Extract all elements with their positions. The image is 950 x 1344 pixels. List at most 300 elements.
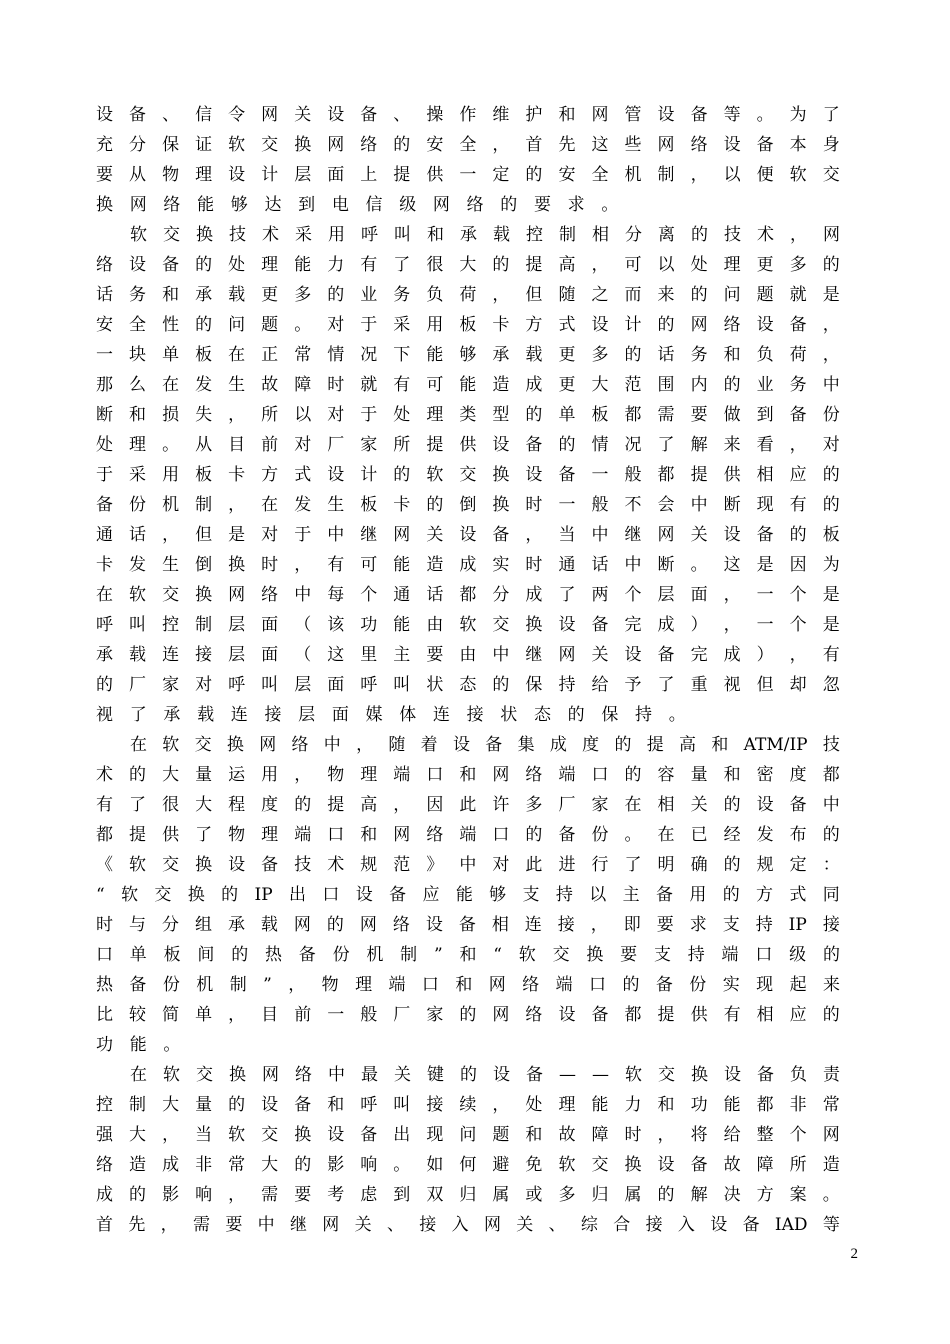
text-glyph: 理 (723, 255, 741, 275)
text-glyph: 成 (723, 645, 741, 665)
text-glyph: 的 (624, 765, 642, 785)
text-glyph: 接 (466, 705, 484, 725)
text-glyph: 交 (162, 585, 180, 605)
text-glyph: 在 (96, 585, 113, 605)
text-glyph: 和 (558, 105, 576, 125)
text-glyph: 叫 (261, 675, 279, 695)
text-glyph: 了 (558, 585, 576, 605)
text-glyph: 载 (197, 705, 215, 725)
text-glyph: 时 (525, 495, 543, 515)
text-glyph: 需 (192, 1215, 210, 1235)
text-glyph: 视 (96, 705, 113, 725)
text-glyph: 综 (580, 1215, 598, 1235)
text-glyph: 题 (261, 315, 279, 335)
text-glyph: 口 (755, 945, 773, 965)
text-line (96, 610, 840, 640)
text-glyph: 继 (360, 525, 378, 545)
text-glyph: 求 (567, 195, 585, 215)
text-glyph: 通 (96, 525, 113, 545)
text-glyph: 度 (582, 735, 600, 755)
text-glyph: 。 (690, 555, 708, 575)
text-glyph: 板 (163, 945, 181, 965)
text-glyph: 完 (624, 615, 642, 635)
text-glyph: 板 (195, 465, 213, 485)
text-glyph: 每 (327, 585, 345, 605)
text-line (96, 820, 840, 850)
text-glyph: 一 (756, 585, 774, 605)
text-glyph: 的 (459, 1005, 477, 1025)
text-glyph: 设 (261, 1095, 279, 1115)
text-glyph: 备 (389, 885, 407, 905)
text-glyph: 般 (360, 1005, 378, 1025)
text-line (96, 190, 840, 220)
text-glyph: 负 (426, 285, 444, 305)
text-glyph: ， (162, 525, 180, 545)
text-glyph: 换 (624, 1155, 642, 1175)
text-glyph: 叫 (393, 1095, 411, 1115)
text-glyph: 要 (426, 645, 444, 665)
text-glyph: 都 (624, 1005, 642, 1025)
text-glyph: 由 (426, 615, 444, 635)
text-glyph: 采 (393, 315, 411, 335)
text-glyph: 提 (393, 165, 411, 185)
text-glyph: 级 (789, 945, 807, 965)
text-glyph: 以 (657, 255, 675, 275)
text-glyph: 提 (657, 1005, 675, 1025)
text-glyph: 术 (757, 225, 774, 245)
text-glyph: 和 (711, 735, 729, 755)
text-glyph: 层 (294, 675, 312, 695)
text-glyph: 双 (426, 1185, 444, 1205)
text-glyph: 发 (294, 495, 312, 515)
text-glyph: 络 (690, 135, 708, 155)
text-glyph: 了 (393, 255, 411, 275)
text-glyph: 这 (591, 135, 609, 155)
text-glyph: 相 (592, 225, 609, 245)
text-glyph: 络 (522, 975, 540, 995)
text-glyph: 造 (492, 375, 510, 395)
text-glyph: 成 (459, 555, 477, 575)
text-glyph: 对 (327, 405, 345, 425)
text-glyph: 备 (757, 1065, 774, 1085)
text-glyph: 的 (822, 255, 840, 275)
text-glyph: 于 (96, 465, 113, 485)
text-glyph: 当 (195, 1125, 213, 1145)
text-glyph: 面 (331, 705, 349, 725)
text-glyph: 这 (327, 645, 345, 665)
text-glyph: 厂 (129, 675, 147, 695)
text-glyph: 入 (677, 1215, 695, 1235)
text-glyph: 载 (129, 645, 147, 665)
text-glyph: 能 (294, 255, 312, 275)
text-glyph: 在 (130, 1065, 147, 1085)
text-glyph: 通 (393, 585, 411, 605)
text-glyph: 制 (559, 225, 576, 245)
text-line (96, 310, 840, 340)
text-glyph: 软 (228, 1125, 246, 1145)
text-glyph: 话 (657, 345, 675, 365)
text-glyph: — (592, 1065, 609, 1085)
text-glyph: 内 (690, 375, 708, 395)
text-glyph: 家 (591, 795, 609, 815)
text-glyph: 叫 (129, 615, 147, 635)
text-glyph: 、 (162, 105, 180, 125)
text-glyph: 设 (492, 435, 510, 455)
text-glyph: 经 (723, 825, 741, 845)
text-glyph: 制 (195, 615, 213, 635)
text-glyph: 成 (525, 375, 543, 395)
text-glyph: 支 (653, 945, 671, 965)
text-glyph: 设 (129, 255, 147, 275)
text-glyph: 的 (622, 975, 640, 995)
text-glyph: 的 (691, 225, 708, 245)
text-glyph: 网 (293, 915, 311, 935)
text-glyph: 换 (96, 195, 113, 215)
text-glyph: 负 (790, 1065, 807, 1085)
text-glyph: 备 (458, 915, 476, 935)
text-glyph: 。 (668, 705, 686, 725)
text-glyph: 设 (96, 105, 113, 125)
text-glyph: ， (356, 735, 374, 755)
text-glyph: 出 (289, 885, 307, 905)
text-glyph: 供 (459, 435, 477, 455)
text-glyph: 考 (327, 1185, 345, 1205)
text-glyph: 供 (426, 165, 444, 185)
text-glyph: — (559, 1065, 576, 1085)
text-glyph: 主 (393, 645, 411, 665)
text-glyph: 现 (756, 975, 774, 995)
text-glyph: 会 (657, 495, 675, 515)
text-glyph: 要 (294, 1185, 312, 1205)
text-glyph: 目 (261, 1005, 279, 1025)
text-glyph: 板 (822, 525, 840, 545)
text-glyph: 设 (493, 1065, 510, 1085)
text-glyph: 份 (591, 825, 609, 845)
text-glyph: 是 (228, 525, 246, 545)
text-glyph: 供 (162, 825, 180, 845)
text-glyph: 换 (195, 855, 213, 875)
text-glyph: 交 (658, 1065, 675, 1085)
text-glyph: 围 (657, 375, 675, 395)
text-glyph: 换 (187, 885, 205, 905)
text-glyph: 大 (591, 375, 609, 395)
text-glyph: 备 (492, 525, 510, 545)
text-glyph: 话 (129, 525, 147, 545)
text-glyph: 予 (624, 675, 642, 695)
text-glyph: 持 (555, 885, 573, 905)
text-glyph: 络 (723, 315, 741, 335)
text-glyph: 软 (163, 1065, 180, 1085)
text-glyph: 很 (162, 795, 180, 815)
text-glyph: 下 (393, 345, 411, 365)
text-glyph: 的 (789, 525, 807, 545)
text-glyph: 荷 (459, 285, 477, 305)
text-glyph: 口 (492, 825, 510, 845)
text-glyph: 管 (624, 105, 642, 125)
text-glyph: 都 (756, 1095, 774, 1115)
text-glyph: 备 (162, 255, 180, 275)
text-glyph: 重 (690, 675, 708, 695)
text-glyph: 就 (789, 285, 807, 305)
text-glyph: 有 (723, 1005, 741, 1025)
text-glyph: ， (723, 585, 741, 605)
text-glyph: ， (723, 615, 741, 635)
text-glyph: 网 (822, 1125, 840, 1145)
text-glyph: 业 (360, 285, 378, 305)
text-glyph: 网 (393, 825, 411, 845)
text-glyph: 进 (558, 855, 576, 875)
text-glyph: 断 (96, 405, 113, 425)
text-glyph: 备 (756, 135, 774, 155)
text-glyph: 到 (298, 195, 316, 215)
text-glyph: 但 (195, 525, 213, 545)
text-glyph: 一 (558, 495, 576, 515)
text-glyph: 状 (500, 705, 518, 725)
text-glyph: 前 (294, 1005, 312, 1025)
text-glyph: 已 (690, 825, 708, 845)
text-glyph: 范 (393, 855, 411, 875)
text-glyph: 解 (690, 1185, 708, 1205)
text-line (96, 1180, 840, 1210)
text-glyph: 和 (129, 405, 147, 425)
text-glyph: 交 (196, 1065, 213, 1085)
text-glyph: 网 (558, 645, 576, 665)
text-glyph: 造 (129, 1155, 147, 1175)
text-glyph: 些 (624, 135, 642, 155)
text-line (96, 490, 840, 520)
text-glyph: 相 (756, 1005, 774, 1025)
text-glyph: ， (228, 1005, 246, 1025)
text-glyph: 着 (420, 735, 438, 755)
text-glyph: 面 (261, 615, 279, 635)
text-glyph: 免 (525, 1155, 543, 1175)
text-glyph: 障 (756, 1155, 774, 1175)
text-glyph: 完 (690, 645, 708, 665)
text-glyph: 同 (822, 885, 840, 905)
text-glyph: 在 (657, 825, 675, 845)
text-glyph: ATM/IP (743, 735, 808, 755)
text-glyph: 案 (789, 1185, 807, 1205)
text-glyph: 响 (360, 1155, 378, 1175)
text-glyph: 从 (129, 165, 147, 185)
text-glyph: 网 (327, 135, 345, 155)
text-line (96, 250, 840, 280)
text-glyph: 的 (492, 255, 510, 275)
text-glyph: 网 (322, 1215, 340, 1235)
text-glyph: 对 (492, 855, 510, 875)
text-glyph: 题 (492, 1125, 510, 1145)
text-glyph: 况 (360, 345, 378, 365)
text-glyph: 》 (426, 855, 444, 875)
text-glyph: 和 (455, 975, 473, 995)
text-glyph: 口 (96, 945, 113, 965)
text-glyph: 有 (822, 645, 840, 665)
text-glyph: 损 (162, 405, 180, 425)
text-glyph: 一 (591, 465, 609, 485)
text-glyph: 前 (261, 435, 279, 455)
text-glyph: 全 (129, 315, 147, 335)
text-glyph: 备 (485, 735, 503, 755)
text-glyph: 时 (96, 915, 113, 935)
text-glyph: 备 (789, 405, 807, 425)
text-glyph: 这 (723, 555, 741, 575)
text-glyph: 制 (400, 945, 418, 965)
text-glyph: 都 (657, 465, 675, 485)
text-line (96, 370, 840, 400)
text-glyph: 板 (591, 405, 609, 425)
text-glyph: 设 (624, 645, 642, 665)
text-line (96, 940, 840, 970)
text-glyph: 层 (228, 645, 246, 665)
text-glyph: 软 (129, 855, 147, 875)
text-glyph: 关 (690, 795, 708, 815)
text-line (96, 460, 840, 490)
text-glyph: 关 (426, 525, 444, 545)
text-glyph: 端 (388, 975, 406, 995)
text-glyph: 能 (459, 375, 477, 395)
text-glyph: 交 (459, 465, 477, 485)
text-glyph: 如 (426, 1155, 444, 1175)
text-glyph: 应 (422, 885, 440, 905)
text-glyph: 间 (197, 945, 215, 965)
text-glyph: 更 (558, 375, 576, 395)
text-glyph: 接 (195, 645, 213, 665)
text-glyph: 整 (756, 1125, 774, 1145)
text-glyph: 随 (558, 285, 576, 305)
text-glyph: 高 (360, 795, 378, 815)
text-line (96, 1030, 840, 1060)
text-glyph: 、 (548, 1215, 566, 1235)
text-glyph: 分 (625, 225, 642, 245)
text-glyph: 备 (657, 645, 675, 665)
text-glyph: 正 (261, 345, 279, 365)
text-glyph: 备 (756, 525, 774, 545)
text-glyph: 影 (162, 1185, 180, 1205)
text-glyph: 继 (525, 645, 543, 665)
text-glyph: 式 (294, 465, 312, 485)
text-glyph: 信 (365, 195, 383, 215)
text-glyph: 全 (459, 135, 477, 155)
text-glyph: 起 (789, 975, 807, 995)
text-glyph: 的 (129, 765, 147, 785)
page-number: 2 (850, 1246, 858, 1262)
text-glyph: 能 (591, 1095, 609, 1115)
text-glyph: 能 (426, 345, 444, 365)
text-glyph: 确 (690, 855, 708, 875)
text-glyph: 备 (690, 105, 708, 125)
text-glyph: 造 (426, 555, 444, 575)
text-glyph: 常 (294, 345, 312, 365)
text-glyph: 一 (96, 345, 113, 365)
text-glyph: 卡 (96, 555, 113, 575)
text-glyph: 端 (294, 825, 312, 845)
text-glyph: 生 (228, 375, 246, 395)
text-glyph: 物 (321, 975, 339, 995)
text-glyph: 在 (261, 495, 279, 515)
text-glyph: 网 (259, 735, 277, 755)
text-glyph: 情 (327, 345, 345, 365)
text-glyph: 媒 (365, 705, 383, 725)
text-glyph: 。 (822, 1185, 840, 1205)
text-glyph: 设 (327, 105, 345, 125)
text-glyph: 体 (399, 705, 417, 725)
text-glyph: 的 (195, 255, 213, 275)
text-glyph: 备 (360, 105, 378, 125)
text-glyph: 备 (789, 795, 807, 815)
text-glyph: 厂 (558, 795, 576, 815)
text-glyph: ， (162, 1125, 180, 1145)
text-glyph: 份 (162, 975, 180, 995)
text-glyph: 机 (624, 165, 642, 185)
text-glyph: 网 (657, 135, 675, 155)
text-glyph: 大 (195, 795, 213, 815)
text-glyph: 随 (388, 735, 406, 755)
text-glyph: 故 (261, 375, 279, 395)
text-glyph: 可 (624, 255, 642, 275)
text-glyph: 令 (228, 105, 246, 125)
text-glyph: 备 (591, 615, 609, 635)
text-glyph: 。 (393, 1155, 411, 1175)
text-glyph: 层 (228, 615, 246, 635)
text-glyph: 层 (294, 165, 312, 185)
text-glyph: 叫 (393, 675, 411, 695)
text-glyph: 对 (294, 435, 312, 455)
text-glyph: 用 (328, 225, 345, 245)
text-glyph: 要 (690, 405, 708, 425)
text-glyph: 设 (558, 1005, 576, 1025)
text-glyph: 个 (789, 585, 807, 605)
text-glyph: 络 (525, 765, 543, 785)
text-glyph: 设 (723, 525, 741, 545)
text-glyph: 都 (459, 585, 477, 605)
text-glyph: 操 (426, 105, 444, 125)
text-glyph: 端 (555, 975, 573, 995)
text-glyph: 先 (558, 135, 576, 155)
text-glyph: 技 (294, 855, 312, 875)
text-glyph: 的 (657, 315, 675, 335)
text-glyph: ， (492, 1095, 510, 1115)
text-glyph: 软 (426, 465, 444, 485)
text-glyph: 承 (227, 915, 245, 935)
text-glyph: 载 (228, 285, 246, 305)
text-glyph: 一 (327, 1005, 345, 1025)
text-glyph: 所 (261, 405, 279, 425)
text-glyph: 设 (710, 1215, 728, 1235)
text-glyph: 接 (264, 705, 282, 725)
text-glyph: 给 (723, 1125, 741, 1145)
text-glyph: 络 (392, 915, 410, 935)
text-line (96, 1120, 840, 1150)
text-glyph: 话 (426, 585, 444, 605)
text-glyph: 是 (822, 615, 840, 635)
text-glyph: 设 (723, 135, 741, 155)
text-glyph: 的 (822, 465, 840, 485)
text-glyph: 技 (822, 735, 840, 755)
text-glyph: 用 (162, 465, 180, 485)
text-glyph: 多 (558, 1185, 576, 1205)
text-glyph: 网 (483, 1215, 501, 1235)
text-glyph: 话 (96, 285, 113, 305)
text-glyph: 需 (657, 405, 675, 425)
text-glyph: 中 (822, 795, 840, 815)
text-glyph: 关 (294, 105, 312, 125)
text-glyph: 络 (426, 825, 444, 845)
text-glyph: 发 (129, 555, 147, 575)
text-glyph: 的 (822, 495, 840, 515)
text-glyph: 承 (163, 705, 181, 725)
text-glyph: 安 (558, 165, 576, 185)
text-glyph: 的 (690, 285, 708, 305)
